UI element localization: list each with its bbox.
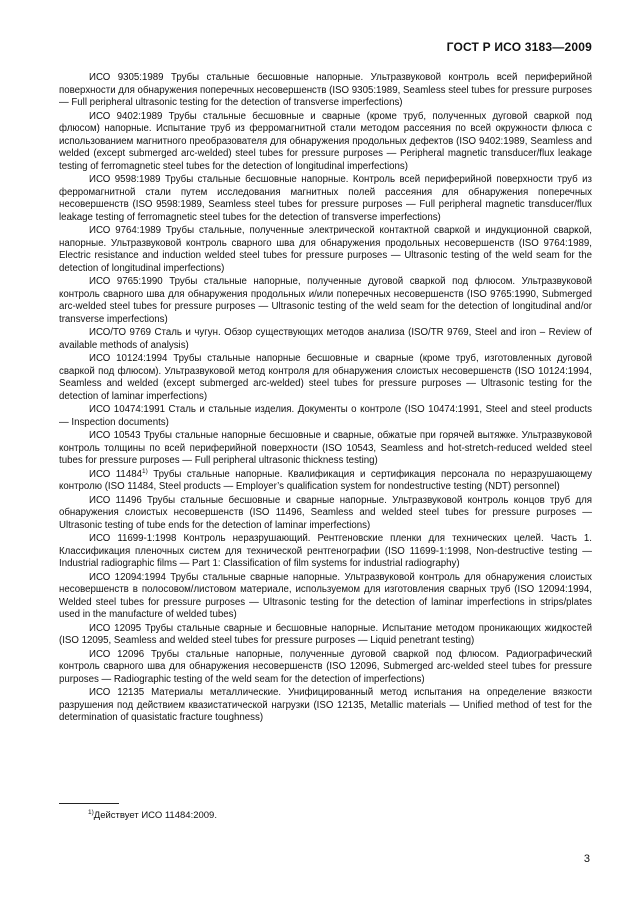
- reference-entry: [59, 276, 592, 326]
- entry-text: ИСО 12135 Материалы металлические. Унифицированный метод испытания на определение вязкости разрушения под действием квазистатической нагрузки (ISO 12135, Metallic materials — Unified method of test for the determination of quasistatic fracture toughness): [59, 687, 592, 723]
- entry-text: ИСО 9402:1989 Трубы стальные бесшовные и сварные (кроме труб, полученных дуговой сваркой под флюсом) напорные. Испытание труб из ферромагнитной стали методом рассеяния по всей окружности флюса с использованием магнитного преобразователя для обнаружения продольных дефектов (ISO 9402:1989, Seamless and welded (except submerged arc-welded) steel tubes for pressure purposes — Peripheral magnetic transducer/flux leakage testing of ferromagnetic steel tubes for the detection of longitudinal imperfections): [59, 110, 592, 172]
- reference-entry: [59, 111, 592, 174]
- footnote: [88, 810, 217, 822]
- entry-text: ИСО 11496 Трубы стальные бесшовные и сварные напорные. Ультразвуковой контроль концов труб для обнаружения слоистых несовершенств (ISO 11496, Seamless and welded steel tubes for pressure purposes — Ultrasonic testing of tube ends for the detection of laminar imperfections): [59, 494, 592, 531]
- entry-text: ИСО 11484: [89, 468, 142, 480]
- entry-text: ИСО 10543 Трубы стальные напорные бесшовные и сварные, обжатые при горячей вытяжке. Ультразвуковой контроль толщины по всей периферийной поверхности (ISO 10543, Seamless and hot-stretch-reduced welded steel tubes for pressure purposes — Full peripheral ultrasonic thickness testing): [59, 430, 592, 466]
- entry-text: ИСО 12096 Трубы стальные напорные, полученные дуговой сваркой под флюсом. Радиографический контроль сварного шва для обнаружения несовершенств (ISO 12096, Submerged arc-welded steel tubes for pressure purposes — Radiographic testing of the weld seam for the detection of imperfections): [59, 648, 592, 685]
- entry-text: ИСО 9305:1989 Трубы стальные бесшовные напорные. Ультразвуковой контроль всей периферийной поверхности для обнаружения поперечных несовершенств (ISO 9305:1989, Seamless steel tubes for pressure purposes — Full peripheral ultrasonic testing for the detection of transverse imperfections): [59, 72, 592, 108]
- entry-text: ИСО 11699-1:1998 Контроль неразрушающий. Рентгеновские пленки для технических целей. Часть 1. Классификация пленочных систем для технической рентгенографии (ISO 11699-1:1998, Non-destructive testing — Industrial radiographic films — Part 1: Classification of film systems for industrial radiography): [59, 533, 592, 569]
- reference-entry: [59, 225, 592, 275]
- reference-entry: [59, 533, 592, 571]
- entry-text: ИСО 9765:1990 Трубы стальные напорные, полученные дуговой сваркой под флюсом. Ультразвуковой контроль сварного шва для обнаружения продольных и/или поперечных несовершенств (ISO 9765:1990, Submerged arc-welded steel tubes for pressure purposes — Ultrasonic testing of the weld seam for the detection of longitudinal and/or transverse imperfections): [59, 276, 592, 325]
- reference-entry: [59, 495, 592, 533]
- references-list: [59, 72, 592, 726]
- entry-text: ИСО 12095 Трубы стальные сварные и бесшовные напорные. Испытание методом проникающих жидкостей (ISO 12095, Seamless and welded steel tubes for pressure purposes — Liquid penetrant testing): [59, 622, 592, 646]
- reference-entry: [59, 404, 592, 429]
- reference-entry: [59, 649, 592, 687]
- reference-entry: [59, 687, 592, 725]
- footnote-mark: 1): [88, 808, 94, 816]
- reference-entry: [59, 327, 592, 352]
- reference-entry: [59, 72, 592, 110]
- footnote-divider: [59, 803, 119, 804]
- footnote-text: Действует ИСО 11484:2009.: [93, 810, 217, 821]
- reference-entry: [59, 430, 592, 468]
- entry-text: ИСО 10124:1994 Трубы стальные напорные бесшовные и сварные (кроме труб, изготовленных дуговой сваркой под флюсом). Ультразвуковой метод контроля для обнаружения слоистых несовершенств (ISO 10124:1994, Seamless and welded (except submerged arc-welded) steel tubes for pressure purposes — Ultrasonic testing for the detection of laminar imperfections): [59, 353, 592, 402]
- reference-entry: [59, 572, 592, 622]
- entry-text: ИСО 9764:1989 Трубы стальные, полученные электрической контактной сваркой и индукционной сваркой, напорные. Ультразвуковой контроль сварного шва для обнаружения продольных несовершенств (ISO 9764:1989, Electric resistance and induction welded steel tubes for pressure purposes — Ultrasonic testing of the weld seam for the detection of longitudinal imperfections): [59, 225, 592, 274]
- entry-text: ИСО 12094:1994 Трубы стальные сварные напорные. Ультразвуковой контроль для обнаружения слоистых несовершенств в полосовом/листовом материале, используемом для изготовления сварных труб (ISO 12094:1994, Welded steel tubes for pressure purposes — Ultrasonic testing for the detection of laminar imperfections in strips/plates used in the manufacture of welded tubes): [59, 571, 592, 620]
- entry-text: ИСО 9598:1989 Трубы стальные бесшовные напорные. Контроль всей периферийной поверхности труб из ферромагнитной стали путем исследования магнитных полей рассеяния для обнаружения поперечных несовершенств (ISO 9598:1989, Seamless steel tubes for pressure purposes — Full peripheral magnetic transducer/flux leakage testing of ferromagnetic steel tubes for the detection of transverse imperfections): [59, 174, 592, 223]
- reference-entry: [59, 469, 592, 494]
- standard-header: ГОСТ Р ИСО 3183—2009: [446, 40, 592, 54]
- footnote-reference: 1): [141, 467, 148, 475]
- entry-text: ИСО 10474:1991 Сталь и стальные изделия. Документы о контроле (ISO 10474:1991, Steel and steel products — Inspection documents): [59, 404, 592, 428]
- page-number: 3: [583, 853, 590, 865]
- reference-entry: [59, 623, 592, 648]
- entry-text-continued: Трубы стальные напорные. Квалификация и сертификация персонала по неразрушающему контролю (ISO 11484, Steel products — Employer’s qualification system for nondestructive testing (NDT) personnel): [59, 468, 592, 492]
- entry-text: ИСО/ТО 9769 Сталь и чугун. Обзор существующих методов анализа (ISO/TR 9769, Steel and iron – Review of available methods of analysis): [59, 327, 592, 351]
- reference-entry: [59, 174, 592, 224]
- reference-entry: [59, 353, 592, 403]
